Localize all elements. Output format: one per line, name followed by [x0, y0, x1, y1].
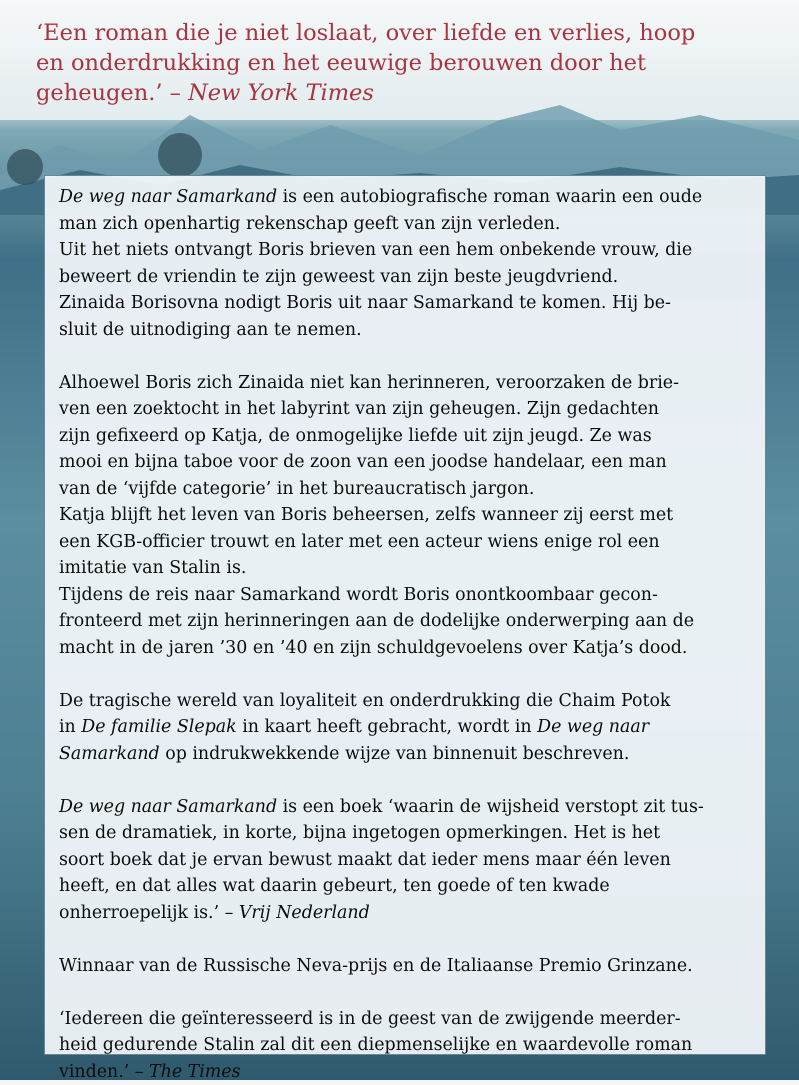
text-line: een KGB-officier trouwt en later met een acteur wiens enige rol een [59, 529, 749, 556]
top-quote-line: geheugen.’ – [36, 80, 181, 106]
text-line: soort boek dat je ervan bewust maakt dat ieder mens maar één leven [59, 847, 749, 874]
text-line: is een autobiografische roman waarin een oude [277, 187, 702, 207]
text-line: onherroepelijk is.’ – [59, 903, 239, 923]
paragraph-plot [59, 370, 749, 662]
text-line: in [59, 717, 81, 737]
top-quote-source: New York Times [188, 80, 374, 106]
top-quote-line: en onderdrukking en het eeuwige berouwen door het [36, 48, 776, 78]
text-line: beweert de vriendin te zijn geweest van zijn beste jeugdvriend. [59, 264, 749, 291]
text-line: ‘Iedereen die geïnteresseerd is in de geest van de zwijgende meerder- [59, 1006, 749, 1033]
text-line: Uit het niets ontvangt Boris brieven van een hem onbekende vrouw, die [59, 237, 749, 264]
review-source: Vrij Nederland [239, 903, 370, 923]
text-line: Katja blijft het leven van Boris beheersen, zelfs wanneer zij eerst met [59, 502, 749, 529]
paragraph-comparison [59, 688, 749, 768]
paragraph-intro [59, 184, 749, 343]
text-line: in kaart heeft gebracht, wordt in [237, 717, 538, 737]
text-line: heid gedurende Stalin zal dit een diepmenselijke en waardevolle roman [59, 1032, 749, 1059]
book-title: De weg naar Samarkand [59, 797, 277, 817]
back-cover-text-panel [44, 175, 766, 1055]
text-line: Winnaar van de Russische Neva-prijs en de Italiaanse Premio Grinzane. [59, 953, 749, 980]
text-line: fronteerd met zijn herinneringen aan de dodelijke onderwerping aan de [59, 608, 749, 635]
text-line: Tijdens de reis naar Samarkand wordt Boris onontkoombaar gecon- [59, 582, 749, 609]
text-line: macht in de jaren ’30 en ’40 en zijn schuldgevoelens over Katja’s dood. [59, 635, 749, 662]
text-line: mooi en bijna taboe voor de zoon van een joodse handelaar, een man [59, 449, 749, 476]
text-line: sluit de uitnodiging aan te nemen. [59, 317, 749, 344]
book-title: De weg naar [537, 717, 649, 737]
text-line: De tragische wereld van loyaliteit en onderdrukking die Chaim Potok [59, 688, 749, 715]
text-line: is een boek ‘waarin de wijsheid verstopt zit tus- [277, 797, 704, 817]
text-line: op indrukwekkende wijze van binnenuit beschreven. [160, 744, 630, 764]
text-line: sen de dramatiek, in korte, bijna ingetogen opmerkingen. Het is het [59, 820, 749, 847]
text-line: zijn gefixeerd op Katja, de onmogelijke liefde uit zijn jeugd. Ze was [59, 423, 749, 450]
paragraph-review [59, 794, 749, 927]
text-line: Zinaida Borisovna nodigt Boris uit naar Samarkand te komen. Hij be- [59, 290, 749, 317]
paragraph-final-quote [59, 1006, 749, 1085]
text-line: man zich openhartig rekenschap geeft van zijn verleden. [59, 211, 749, 238]
text-line: vinden.’ – [59, 1062, 149, 1082]
top-quote-line: ‘Een roman die je niet loslaat, over liefde en verlies, hoop [36, 18, 776, 48]
top-review-quote [36, 18, 776, 108]
book-title: Samarkand [59, 744, 160, 764]
book-title: De weg naar Samarkand [59, 187, 277, 207]
paragraph-award [59, 953, 749, 980]
review-source: The Times [149, 1062, 241, 1082]
text-line: ven een zoektocht in het labyrint van zijn geheugen. Zijn gedachten [59, 396, 749, 423]
text-line: heeft, en dat alles wat daarin gebeurt, ten goede of ten kwade [59, 873, 749, 900]
text-line: van de ‘vijfde categorie’ in het bureaucratisch jargon. [59, 476, 749, 503]
text-line: imitatie van Stalin is. [59, 555, 749, 582]
book-title: De familie Slepak [81, 717, 236, 737]
text-line: Alhoewel Boris zich Zinaida niet kan herinneren, veroorzaken de brie- [59, 370, 749, 397]
